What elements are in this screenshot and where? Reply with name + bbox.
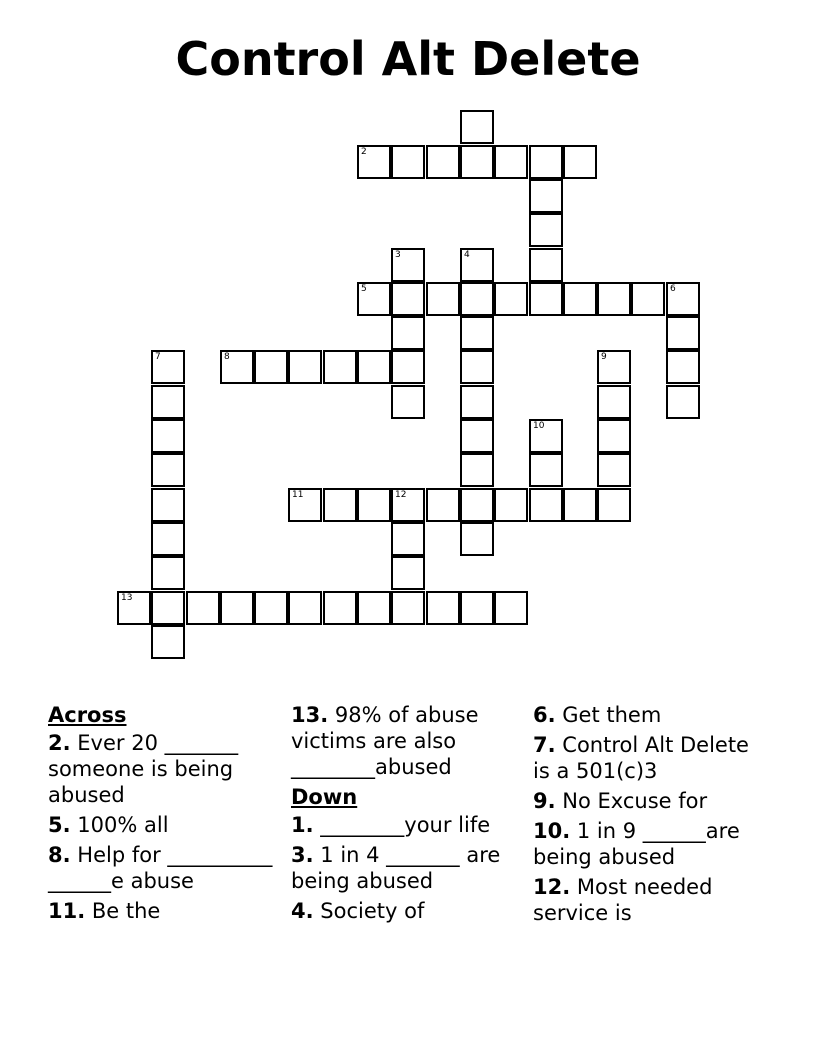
grid-cell[interactable]: [666, 350, 700, 384]
cell-number: 3: [395, 250, 401, 260]
clue-across-2: 2. Ever 20 _______ someone is being abused: [48, 731, 239, 807]
cell-number: 9: [601, 352, 607, 362]
grid-cell[interactable]: [151, 453, 185, 487]
cell-number: 6: [670, 284, 676, 294]
grid-cell[interactable]: [391, 556, 425, 590]
grid-cell[interactable]: [460, 591, 494, 625]
cell-number: 11: [292, 490, 304, 500]
grid-cell[interactable]: [460, 350, 494, 384]
grid-cell[interactable]: [151, 350, 185, 384]
grid-cell[interactable]: [357, 282, 391, 316]
grid-cell[interactable]: [494, 282, 528, 316]
grid-cell[interactable]: [391, 282, 425, 316]
grid-cell[interactable]: [117, 591, 151, 625]
grid-cell[interactable]: [460, 453, 494, 487]
grid-cell[interactable]: [151, 488, 185, 522]
grid-cell[interactable]: [666, 316, 700, 350]
grid-cell[interactable]: [391, 248, 425, 282]
grid-cell[interactable]: [254, 350, 288, 384]
grid-cell[interactable]: [460, 282, 494, 316]
grid-cell[interactable]: [288, 350, 322, 384]
grid-cell[interactable]: [220, 350, 254, 384]
grid-cell[interactable]: [563, 488, 597, 522]
grid-cell[interactable]: [494, 591, 528, 625]
grid-cell[interactable]: [357, 145, 391, 179]
grid-cell[interactable]: [529, 282, 563, 316]
grid-cell[interactable]: [186, 591, 220, 625]
grid-cell[interactable]: [529, 248, 563, 282]
grid-cell[interactable]: [597, 385, 631, 419]
grid-cell[interactable]: [426, 282, 460, 316]
clues-column-2: [291, 702, 506, 928]
grid-cell[interactable]: [357, 591, 391, 625]
grid-cell[interactable]: [460, 419, 494, 453]
grid-cell[interactable]: [254, 591, 288, 625]
grid-cell[interactable]: [220, 591, 254, 625]
grid-cell[interactable]: [426, 145, 460, 179]
grid-cell[interactable]: [323, 350, 357, 384]
grid-cell[interactable]: [460, 110, 494, 144]
grid-cell[interactable]: [460, 488, 494, 522]
grid-cell[interactable]: [597, 453, 631, 487]
grid-cell[interactable]: [151, 419, 185, 453]
grid-cell[interactable]: [597, 350, 631, 384]
grid-cell[interactable]: [460, 522, 494, 556]
clues-column-1: [48, 702, 274, 928]
grid-cell[interactable]: [666, 385, 700, 419]
grid-cell[interactable]: [460, 248, 494, 282]
grid-cell[interactable]: [391, 522, 425, 556]
cell-number: 7: [155, 352, 161, 362]
grid-cell[interactable]: [563, 282, 597, 316]
grid-cell[interactable]: [357, 350, 391, 384]
grid-cell[interactable]: [529, 453, 563, 487]
grid-cell[interactable]: [529, 419, 563, 453]
grid-cell[interactable]: [151, 385, 185, 419]
grid-cell[interactable]: [529, 145, 563, 179]
grid-cell[interactable]: [151, 591, 185, 625]
clue-down-12: 12. Most needed service is: [533, 875, 713, 925]
grid-cell[interactable]: [666, 282, 700, 316]
clue-across-13: 13. 98% of abuse victims are also ________abused: [291, 703, 479, 779]
clue-across-5: 5. 100% all: [48, 813, 169, 837]
cell-number: 5: [361, 284, 367, 294]
across-heading: Across: [48, 703, 127, 727]
grid-cell[interactable]: [391, 316, 425, 350]
grid-cell[interactable]: [529, 488, 563, 522]
grid-cell[interactable]: [529, 213, 563, 247]
puzzle-title: Control Alt Delete: [175, 32, 641, 86]
clue-down-1: 1. ________your life: [291, 813, 491, 837]
clue-across-8: 8. Help for ________________e abuse: [48, 843, 273, 893]
cell-number: 12: [395, 490, 407, 500]
clue-across-11: 11. Be the: [48, 899, 161, 923]
grid-cell[interactable]: [391, 350, 425, 384]
cell-number: 10: [533, 421, 545, 431]
grid-cell[interactable]: [631, 282, 665, 316]
cell-number: 4: [464, 250, 470, 260]
grid-cell[interactable]: [323, 488, 357, 522]
grid-cell[interactable]: [460, 145, 494, 179]
grid-cell[interactable]: [357, 488, 391, 522]
clue-down-6: 6. Get them: [533, 703, 662, 727]
clues-column-3: [533, 702, 763, 930]
grid-cell[interactable]: [391, 488, 425, 522]
grid-cell[interactable]: [563, 145, 597, 179]
grid-cell[interactable]: [391, 591, 425, 625]
grid-cell[interactable]: [151, 556, 185, 590]
grid-cell[interactable]: [460, 316, 494, 350]
clue-down-10: 10. 1 in 9 ______are being abused: [533, 819, 740, 869]
down-heading: Down: [291, 785, 358, 809]
grid-cell[interactable]: [597, 419, 631, 453]
cell-number: 2: [361, 147, 367, 157]
grid-cell[interactable]: [323, 591, 357, 625]
cell-number: 13: [121, 593, 133, 603]
clue-down-3: 3. 1 in 4 _______ are being abused: [291, 843, 501, 893]
grid-cell[interactable]: [494, 488, 528, 522]
grid-cell[interactable]: [288, 591, 322, 625]
grid-cell[interactable]: [426, 591, 460, 625]
grid-cell[interactable]: [597, 488, 631, 522]
grid-cell[interactable]: [288, 488, 322, 522]
grid-cell[interactable]: [597, 282, 631, 316]
grid-cell[interactable]: [426, 488, 460, 522]
grid-cell[interactable]: [391, 145, 425, 179]
cell-number: 8: [224, 352, 230, 362]
clue-down-4: 4. Society of: [291, 899, 425, 923]
grid-cell[interactable]: [494, 145, 528, 179]
clue-down-7: 7. Control Alt Delete is a 501(c)3: [533, 733, 749, 783]
grid-cell[interactable]: [391, 385, 425, 419]
grid-cell[interactable]: [460, 385, 494, 419]
clue-down-9: 9. No Excuse for: [533, 789, 708, 813]
grid-cell[interactable]: [529, 179, 563, 213]
grid-cell[interactable]: [151, 522, 185, 556]
grid-cell[interactable]: [151, 625, 185, 659]
